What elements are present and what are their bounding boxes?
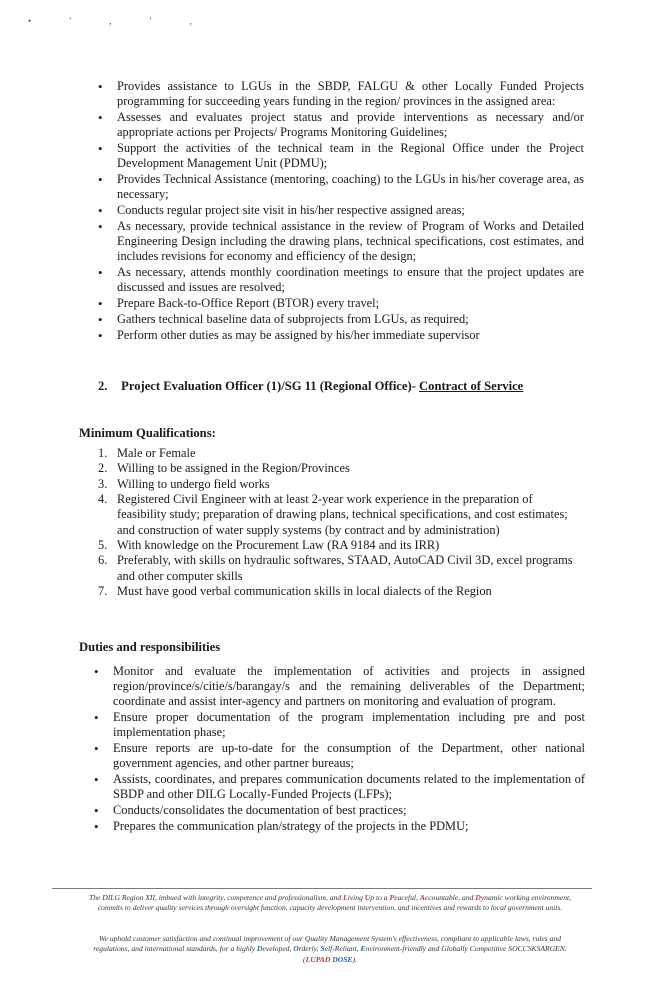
scan-marks: • ' , ' , <box>28 16 210 26</box>
list-item: • Ensure reports are up-to-date for the consumption of the Department, other national government agencies, and other partner bureaus; <box>94 741 585 771</box>
list-item: 1. Male or Female <box>98 446 196 460</box>
footer-divider <box>52 888 592 889</box>
list-item: • Assists, coordinates, and prepares communication documents related to the implementation of SBDP and other DILG Locally-Funded Projects (LFPs); <box>94 772 585 802</box>
list-item: • Prepare Back-to-Office Report (BTOR) every travel; <box>98 296 380 311</box>
list-item: • Monitor and evaluate the implementation of activities and projects in assigned region/province/s/citie/s/barangay/s and the remaining deliverables of the Department; coordinate and assist inter-agency and partners on monitoring and evaluation of program. <box>94 664 585 709</box>
list-item: • As necessary, provide technical assistance in the review of Program of Works and Detailed Engineering Design including the drawing plans, technical specifications, cost estimates, and includes revisions for economy and efficiency of the design; <box>98 218 584 264</box>
list-item: • Prepares the communication plan/strategy of the projects in the PDMU; <box>94 819 469 834</box>
list-item: • Provides Technical Assistance (mentoring, coaching) to the LGUs in his/her coverage area, as necessary; <box>98 172 584 202</box>
list-item: 2. Willing to be assigned in the Region/Provinces <box>98 461 350 476</box>
footer-mission-statement: The DILG Region XII, imbued with integrity, competence and professionalism, and Living Up to a Peaceful, Accountable, and Dynamic working environment, commits to deliver quality services through oversight function, capacity development intervention, and incentives and rewards to local government units. <box>88 893 572 913</box>
employment-status: Contract of Service <box>419 379 524 393</box>
position-title: Project Evaluation Officer (1)/SG 11 (Regional Office)- <box>121 379 416 393</box>
list-item: 4. Registered Civil Engineer with at least 2-year work experience in the preparation of feasibility study; preparation of drawing plans, technical specifications, and cost estimates; and construction of water supply systems (by contract and by administration) <box>98 492 568 537</box>
list-item: 6. Preferably, with skills on hydraulic softwares, STAAD, AutoCAD Civil 3D, excel programs and other computer skills <box>98 553 573 583</box>
position-heading: 2. Project Evaluation Officer (1)/SG 11 (Regional Office)- Contract of Service <box>98 379 524 393</box>
list-item: • Perform other duties as may be assigned by his/her immediate supervisor <box>98 327 480 343</box>
duties-list-previous-position <box>98 79 584 343</box>
list-item: • Provides assistance to LGUs in the SBDP, FALGU & other Locally Funded Projects programming for succeeding years funding in the region/ provinces in the assigned area: <box>98 79 584 109</box>
list-item: • Support the activities of the technical team in the Regional Office under the Project Development Management Unit (PDMU); <box>98 141 584 171</box>
list-item: • Conducts/consolidates the documentation of best practices; <box>94 803 407 819</box>
qualifications-list <box>98 446 585 599</box>
list-item: • Gathers technical baseline data of subprojects from LGUs, as required; <box>98 311 469 327</box>
duties-heading: Duties and responsibilities <box>79 640 221 654</box>
list-item: • Assesses and evaluates project status and provide interventions as necessary and/or appropriate actions per Projects/ Programs Monitoring Guidelines; <box>98 110 584 140</box>
list-item: 3. Willing to undergo field works <box>98 476 270 491</box>
list-item: 5. With knowledge on the Procurement Law (RA 9184 and its IRR) <box>98 537 440 552</box>
list-item: • As necessary, attends monthly coordination meetings to ensure that the project updates are discussed and issues are resolved; <box>98 265 584 295</box>
footer-quality-policy: We uphold customer satisfaction and continual improvement of our Quality Management System's effectiveness, compliant to applicable laws, rules and regulations, and international standards, for a highly Developed, Orderly, Self-Reliant, Environment-friendly and Globally Competitive SOCCSKSARGEN. (LUPAD DOSE). <box>93 934 567 964</box>
minimum-qualifications-heading: Minimum Qualifications: <box>79 426 216 440</box>
list-item: • Conducts regular project site visit in his/her respective assigned areas; <box>98 203 465 218</box>
list-item: 7. Must have good verbal communication skills in local dialects of the Region <box>98 583 492 598</box>
list-item: • Ensure proper documentation of the program implementation including pre and post implementation phase; <box>94 710 585 740</box>
duties-list <box>94 664 585 835</box>
